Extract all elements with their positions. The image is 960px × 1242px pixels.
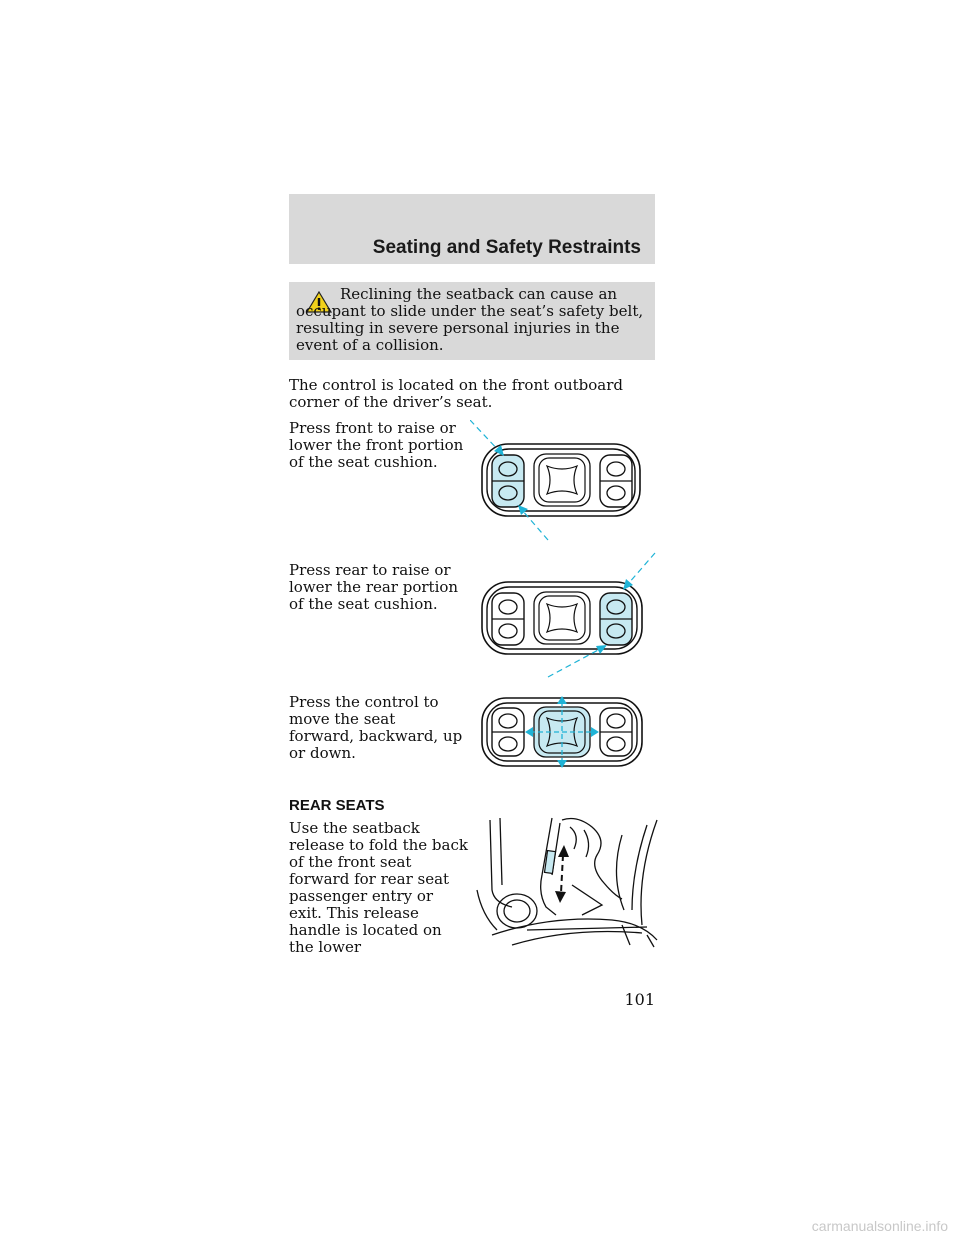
control-instruction: Press the control to move the seat forward, backward, up or down. — [289, 693, 463, 762]
warning-text: Reclining the seatback can cause an occupant to slide under the seat’s safety belt, resulting in severe personal injuries in the event of a collision. — [296, 285, 644, 354]
rear-instruction: Press rear to raise or lower the rear portion of the seat cushion. — [289, 561, 459, 613]
page-number: 101 — [624, 990, 655, 1009]
front-instruction: Press front to raise or lower the front portion of the seat cushion. — [289, 419, 464, 471]
seat-control-center-illustration — [470, 692, 650, 772]
section-title: Seating and Safety Restraints — [372, 237, 641, 258]
seat-control-front-illustration — [470, 420, 650, 545]
section-header — [289, 194, 655, 264]
warning-box — [289, 282, 655, 360]
rear-seats-heading: REAR SEATS — [289, 797, 385, 814]
rear-seats-paragraph: Use the seatback release to fold the back of the front seat forward for rear seat passenger entry or exit. This release handle is located on the lower — [289, 819, 468, 956]
seat-control-rear-illustration — [470, 550, 660, 680]
intro-paragraph: The control is located on the front outboard corner of the driver’s seat. — [289, 376, 623, 411]
seatback-release-illustration — [472, 815, 660, 950]
footer-watermark-url: carmanualsonline.info — [811, 1218, 948, 1234]
